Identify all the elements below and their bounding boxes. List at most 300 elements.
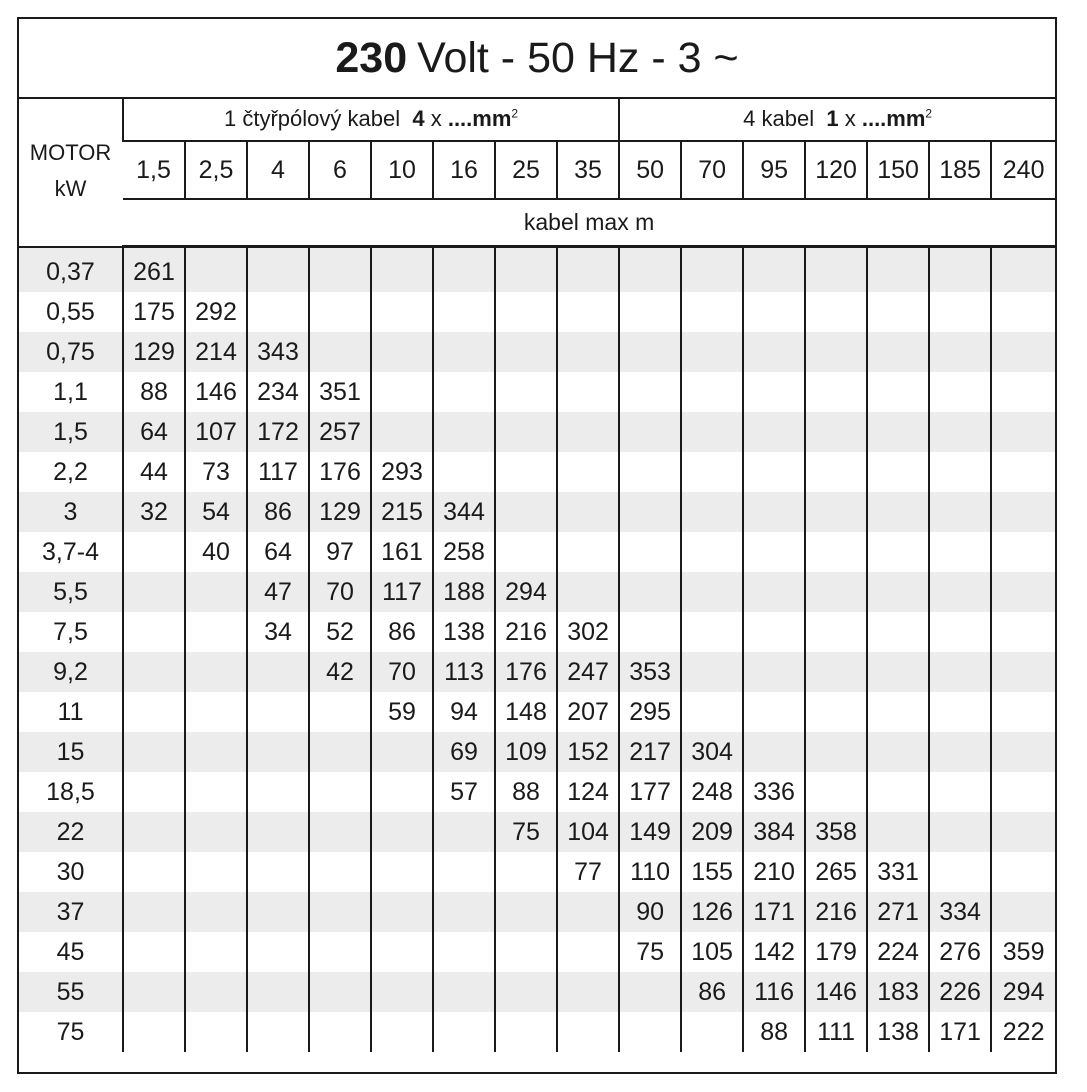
cable-length-cell <box>557 572 619 612</box>
motor-kw-cell: 3 <box>19 492 123 532</box>
cable-length-cell: 384 <box>743 812 805 852</box>
cable-length-cell: 142 <box>743 932 805 972</box>
cable-length-cell: 64 <box>123 412 185 452</box>
cable-length-cell: 234 <box>247 372 309 412</box>
cable-length-cell: 52 <box>309 612 371 652</box>
cable-length-cell <box>867 492 929 532</box>
cable-length-cell <box>247 772 309 812</box>
cable-length-cell <box>309 932 371 972</box>
cable-length-cell: 138 <box>867 1012 929 1052</box>
motor-kw-cell: 1,5 <box>19 412 123 452</box>
cable-length-cell <box>433 852 495 892</box>
cable-length-cell <box>309 772 371 812</box>
title-rest: Volt - 50 Hz - 3 ~ <box>417 33 739 82</box>
cable-length-cell: 73 <box>185 452 247 492</box>
cable-length-cell <box>929 692 991 732</box>
cable-length-cell <box>371 892 433 932</box>
cable-length-cell <box>681 572 743 612</box>
cable-length-cell <box>123 732 185 772</box>
cable-length-cell <box>185 692 247 732</box>
cable-length-cell <box>991 247 1055 293</box>
cable-length-cell: 116 <box>743 972 805 1012</box>
cable-length-cell <box>929 812 991 852</box>
cable-length-cell <box>681 1012 743 1052</box>
cross-section-header: 50 <box>619 141 681 199</box>
cable-length-cell <box>681 372 743 412</box>
cable-length-cell <box>929 732 991 772</box>
cable-length-cell <box>495 852 557 892</box>
cable-length-cell <box>371 292 433 332</box>
cable-length-cell <box>309 292 371 332</box>
table-row <box>19 412 1055 452</box>
cable-length-cell <box>991 732 1055 772</box>
cable-length-cell: 146 <box>805 972 867 1012</box>
cable-length-cell <box>929 292 991 332</box>
cable-length-cell: 88 <box>495 772 557 812</box>
cable-length-cell <box>495 932 557 972</box>
cable-length-cell <box>929 852 991 892</box>
cable-length-cell: 44 <box>123 452 185 492</box>
cable-length-cell <box>557 892 619 932</box>
cable-length-cell: 226 <box>929 972 991 1012</box>
cable-length-cell <box>867 772 929 812</box>
cable-length-cell <box>123 532 185 572</box>
cable-length-cell <box>495 972 557 1012</box>
cable-length-cell <box>309 852 371 892</box>
table-row <box>19 332 1055 372</box>
cable-length-cell <box>743 572 805 612</box>
cable-length-cell: 215 <box>371 492 433 532</box>
cross-section-header: 2,5 <box>185 141 247 199</box>
cable-length-cell: 70 <box>309 572 371 612</box>
cable-length-cell <box>495 412 557 452</box>
cable-length-cell: 138 <box>433 612 495 652</box>
cable-length-cell: 149 <box>619 812 681 852</box>
cable-length-cell: 343 <box>247 332 309 372</box>
cable-length-table <box>19 97 1055 1052</box>
header-row-subheader <box>19 199 1055 247</box>
motor-kw-cell: 5,5 <box>19 572 123 612</box>
cable-length-cell: 42 <box>309 652 371 692</box>
group2-x: x <box>844 105 856 131</box>
cable-length-cell <box>991 652 1055 692</box>
cable-length-cell: 175 <box>123 292 185 332</box>
cable-length-cell <box>805 652 867 692</box>
cable-length-cell <box>619 1012 681 1052</box>
cable-length-cell <box>371 972 433 1012</box>
cable-length-cell <box>371 932 433 972</box>
cable-length-cell <box>185 932 247 972</box>
cable-length-cell <box>247 247 309 293</box>
cable-length-cell <box>495 292 557 332</box>
kw-label: kW <box>54 176 87 202</box>
cable-length-cell: 171 <box>743 892 805 932</box>
cable-length-cell <box>433 372 495 412</box>
cable-length-cell: 304 <box>681 732 743 772</box>
cable-length-cell <box>805 732 867 772</box>
cable-length-cell: 344 <box>433 492 495 532</box>
cable-length-cell: 358 <box>805 812 867 852</box>
cross-section-header: 95 <box>743 141 805 199</box>
cable-length-cell: 110 <box>619 852 681 892</box>
cable-length-cell <box>495 492 557 532</box>
cable-length-cell <box>309 1012 371 1052</box>
cable-length-cell <box>247 812 309 852</box>
cable-length-cell <box>433 812 495 852</box>
cable-length-cell <box>123 772 185 812</box>
motor-kw-cell: 11 <box>57 698 84 726</box>
cable-length-cell <box>371 332 433 372</box>
table-row <box>19 852 1055 892</box>
cable-length-cell: 216 <box>805 892 867 932</box>
cable-length-cell: 247 <box>557 652 619 692</box>
cable-length-cell <box>371 812 433 852</box>
cable-length-cell <box>495 892 557 932</box>
cross-section-header: 120 <box>805 141 867 199</box>
cable-length-cell: 359 <box>991 932 1055 972</box>
cable-length-cell: 176 <box>495 652 557 692</box>
group-header-single-core <box>619 97 1055 141</box>
cross-section-header: 35 <box>557 141 619 199</box>
cable-length-cell: 302 <box>557 612 619 652</box>
cable-length-cell <box>867 572 929 612</box>
cable-length-cell: 161 <box>371 532 433 572</box>
cable-length-cell: 217 <box>619 732 681 772</box>
cable-length-cell: 94 <box>433 692 495 732</box>
cross-section-header: 4 <box>247 141 309 199</box>
cable-length-cell <box>929 412 991 452</box>
cable-length-cell <box>929 772 991 812</box>
cable-length-cell <box>929 452 991 492</box>
cable-length-cell <box>681 492 743 532</box>
group2-text: 4 kabel <box>743 105 815 131</box>
cable-length-cell: 117 <box>371 572 433 612</box>
cable-length-cell <box>743 412 805 452</box>
cable-length-cell <box>309 892 371 932</box>
cable-length-cell <box>433 892 495 932</box>
table-title <box>19 19 1055 99</box>
table-row <box>19 892 1055 932</box>
cable-length-cell <box>123 1012 185 1052</box>
cable-length-cell <box>805 247 867 293</box>
cable-length-cell <box>867 452 929 492</box>
cable-length-cell <box>929 572 991 612</box>
motor-kw-cell: 0,75 <box>19 332 123 372</box>
cable-length-cell: 148 <box>495 692 557 732</box>
cable-length-cell <box>867 332 929 372</box>
cable-length-cell: 86 <box>681 972 743 1012</box>
cable-length-cell: 188 <box>433 572 495 612</box>
cable-length-cell <box>929 532 991 572</box>
cable-length-cell <box>681 412 743 452</box>
cable-length-cell <box>123 692 185 732</box>
motor-kw-cell: 15 <box>19 732 123 772</box>
motor-kw-header <box>19 97 123 247</box>
cable-length-cell: 222 <box>991 1012 1055 1052</box>
table-row <box>19 692 1055 732</box>
cable-length-cell <box>991 412 1055 452</box>
cable-length-cell: 146 <box>185 372 247 412</box>
cable-length-cell <box>557 372 619 412</box>
cable-length-cell <box>991 692 1055 732</box>
table-row <box>19 972 1055 1012</box>
cable-table-sheet <box>17 17 1057 1074</box>
cable-length-cell: 224 <box>867 932 929 972</box>
cable-length-cell <box>619 492 681 532</box>
motor-label: MOTOR <box>29 140 112 166</box>
table-row <box>19 732 1055 772</box>
cable-length-cell <box>185 812 247 852</box>
cable-length-cell <box>681 452 743 492</box>
cable-length-cell <box>185 612 247 652</box>
cable-length-cell: 64 <box>247 532 309 572</box>
cable-length-cell: 216 <box>495 612 557 652</box>
cable-length-cell <box>371 412 433 452</box>
cable-length-cell <box>247 732 309 772</box>
cable-length-cell <box>557 412 619 452</box>
table-row <box>19 772 1055 812</box>
cable-length-cell <box>495 532 557 572</box>
cable-length-cell: 57 <box>433 772 495 812</box>
cable-length-cell <box>991 892 1055 932</box>
cable-length-cell <box>681 292 743 332</box>
cable-length-cell <box>805 532 867 572</box>
cable-length-cell: 292 <box>185 292 247 332</box>
cable-length-cell: 214 <box>185 332 247 372</box>
cable-length-cell <box>743 532 805 572</box>
cable-length-cell <box>247 932 309 972</box>
cable-length-cell <box>867 812 929 852</box>
cable-length-cell <box>805 332 867 372</box>
motor-kw-cell: 22 <box>19 812 123 852</box>
cable-length-cell <box>929 612 991 652</box>
cable-length-cell <box>371 247 433 293</box>
cable-length-cell <box>309 692 371 732</box>
cable-length-cell <box>929 247 991 293</box>
title-voltage: 230 <box>335 33 408 82</box>
cable-length-cell: 86 <box>247 492 309 532</box>
motor-kw-cell: 37 <box>19 892 123 932</box>
cable-length-cell: 129 <box>123 332 185 372</box>
cable-length-cell <box>247 652 309 692</box>
cable-length-cell: 40 <box>185 532 247 572</box>
cable-length-cell <box>495 372 557 412</box>
group1-count: 4 <box>412 105 425 131</box>
cable-length-cell <box>185 972 247 1012</box>
cable-length-cell <box>495 1012 557 1052</box>
cable-length-cell <box>371 852 433 892</box>
cross-section-header: 185 <box>929 141 991 199</box>
table-row <box>19 247 1055 293</box>
cable-length-cell <box>805 772 867 812</box>
cable-length-cell <box>991 812 1055 852</box>
cable-length-cell <box>433 292 495 332</box>
cable-length-cell: 176 <box>309 452 371 492</box>
cable-length-cell <box>743 612 805 652</box>
cable-length-cell: 86 <box>371 612 433 652</box>
cable-length-cell: 105 <box>681 932 743 972</box>
cross-section-header: 16 <box>433 141 495 199</box>
cable-length-cell <box>743 492 805 532</box>
cable-length-cell <box>681 332 743 372</box>
table-row <box>19 652 1055 692</box>
cable-length-cell <box>619 572 681 612</box>
cable-length-cell <box>991 572 1055 612</box>
cable-length-cell <box>805 572 867 612</box>
cross-section-header: 6 <box>309 141 371 199</box>
cable-length-cell <box>557 292 619 332</box>
table-row <box>19 572 1055 612</box>
group2-unit: ....mm <box>861 105 926 131</box>
cable-length-cell <box>247 972 309 1012</box>
cable-length-cell <box>557 452 619 492</box>
cable-length-cell <box>185 772 247 812</box>
table-row <box>19 812 1055 852</box>
cable-length-cell: 34 <box>247 612 309 652</box>
cable-length-cell: 54 <box>185 492 247 532</box>
cable-length-cell <box>619 972 681 1012</box>
cable-length-cell: 172 <box>247 412 309 452</box>
cable-length-cell <box>619 332 681 372</box>
cable-length-cell: 107 <box>185 412 247 452</box>
group1-x: x <box>430 105 442 131</box>
cable-length-cell <box>433 932 495 972</box>
cable-length-cell: 209 <box>681 812 743 852</box>
cable-length-cell <box>371 772 433 812</box>
cable-length-cell: 210 <box>743 852 805 892</box>
table-row <box>19 452 1055 492</box>
group-header-four-core <box>123 97 619 141</box>
cable-length-cell <box>867 692 929 732</box>
motor-kw-cell: 0,55 <box>46 298 95 326</box>
group2-unit-sup: 2 <box>925 106 933 121</box>
cable-length-cell <box>619 452 681 492</box>
cable-length-cell <box>681 247 743 293</box>
cable-length-cell <box>123 652 185 692</box>
cable-length-cell <box>681 692 743 732</box>
cable-length-cell <box>991 612 1055 652</box>
subheader-kabel-max-m: kabel max m <box>123 199 1055 247</box>
cable-length-cell: 126 <box>681 892 743 932</box>
cable-length-cell <box>929 492 991 532</box>
cable-length-cell: 171 <box>929 1012 991 1052</box>
cable-length-cell <box>805 372 867 412</box>
cable-length-cell: 129 <box>309 492 371 532</box>
cable-length-cell <box>185 652 247 692</box>
cable-length-cell <box>247 692 309 732</box>
table-row <box>19 492 1055 532</box>
table-row <box>19 292 1055 332</box>
cable-length-cell: 258 <box>433 532 495 572</box>
cable-length-cell <box>557 932 619 972</box>
group2-count: 1 <box>826 105 839 131</box>
cable-length-cell <box>619 612 681 652</box>
table-row <box>19 612 1055 652</box>
cable-length-cell: 155 <box>681 852 743 892</box>
cable-length-cell <box>991 292 1055 332</box>
cable-length-cell <box>867 652 929 692</box>
cable-length-cell: 294 <box>991 972 1055 1012</box>
cable-length-cell: 334 <box>929 892 991 932</box>
motor-kw-cell: 7,5 <box>53 618 88 646</box>
cable-length-cell <box>495 452 557 492</box>
cable-length-cell: 59 <box>371 692 433 732</box>
cable-length-cell <box>805 452 867 492</box>
header-row-cross-sections <box>19 141 1055 199</box>
cable-length-cell <box>557 492 619 532</box>
cable-length-cell <box>805 292 867 332</box>
cable-length-cell <box>619 372 681 412</box>
cable-length-cell <box>433 452 495 492</box>
motor-kw-cell: 55 <box>19 972 123 1012</box>
cable-length-cell: 294 <box>495 572 557 612</box>
cable-length-cell: 353 <box>619 652 681 692</box>
cable-length-cell <box>371 372 433 412</box>
cable-length-cell: 90 <box>619 892 681 932</box>
cable-length-cell <box>619 292 681 332</box>
motor-kw-cell: 9,2 <box>19 652 123 692</box>
cable-length-cell <box>805 612 867 652</box>
cable-length-cell <box>123 892 185 932</box>
cable-length-cell <box>743 247 805 293</box>
cable-length-cell: 183 <box>867 972 929 1012</box>
table-row <box>19 532 1055 572</box>
cable-length-cell <box>371 732 433 772</box>
cable-length-cell: 47 <box>247 572 309 612</box>
cable-length-cell <box>743 292 805 332</box>
cable-length-cell: 97 <box>309 532 371 572</box>
cable-length-cell <box>309 732 371 772</box>
motor-kw-cell: 2,2 <box>53 458 88 486</box>
cable-length-cell <box>433 247 495 293</box>
cable-length-cell <box>557 532 619 572</box>
cable-length-cell <box>991 492 1055 532</box>
cable-length-cell: 75 <box>619 932 681 972</box>
cable-length-cell <box>557 247 619 293</box>
cable-length-cell: 179 <box>805 932 867 972</box>
cross-section-header: 25 <box>495 141 557 199</box>
cable-length-cell: 104 <box>557 812 619 852</box>
cable-length-cell <box>867 612 929 652</box>
cable-length-cell: 69 <box>433 732 495 772</box>
cable-length-cell <box>743 692 805 732</box>
cable-length-cell <box>867 372 929 412</box>
motor-kw-cell: 18,5 <box>46 778 95 806</box>
cable-length-cell <box>123 812 185 852</box>
cable-length-cell <box>123 612 185 652</box>
cable-length-cell: 257 <box>309 412 371 452</box>
cable-length-cell <box>681 532 743 572</box>
motor-kw-cell: 45 <box>56 938 85 966</box>
cable-length-cell: 124 <box>557 772 619 812</box>
cable-length-cell <box>495 332 557 372</box>
cable-length-cell <box>309 812 371 852</box>
cable-length-cell: 88 <box>743 1012 805 1052</box>
cable-length-cell: 152 <box>557 732 619 772</box>
cable-length-cell <box>123 932 185 972</box>
cable-length-cell <box>309 332 371 372</box>
cable-length-cell <box>495 247 557 293</box>
cable-length-cell <box>991 372 1055 412</box>
cable-length-cell <box>123 852 185 892</box>
cross-section-header: 150 <box>867 141 929 199</box>
cross-section-header: 70 <box>681 141 743 199</box>
cable-length-cell <box>743 332 805 372</box>
cable-length-cell: 351 <box>309 372 371 412</box>
cable-length-cell <box>433 412 495 452</box>
cable-length-cell <box>867 247 929 293</box>
cable-length-cell: 295 <box>619 692 681 732</box>
